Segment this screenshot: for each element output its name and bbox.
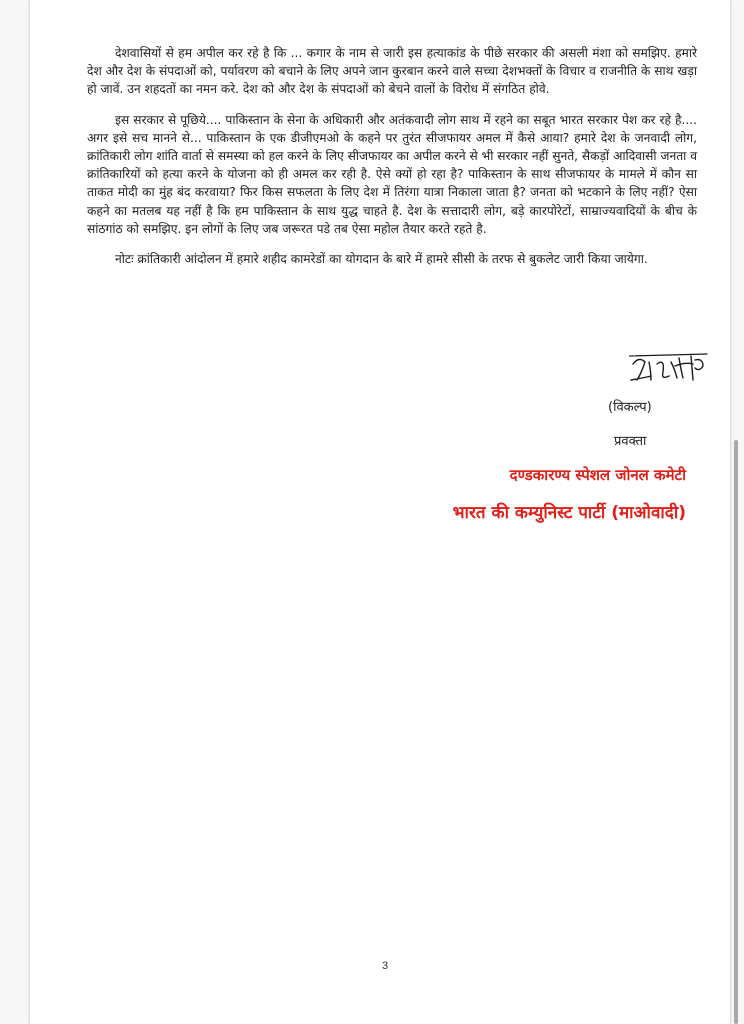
- signatory-role: प्रवक्ता: [614, 434, 647, 449]
- paragraph-question-government: इस सरकार से पूछिये.... पाकिस्तान के सेना के अधिकारी और अतंकवादी लोग साथ में रहने का सबूत भारत सरकार पेश कर रहे है.... अगर इसे सच मानने से... पाकिस्तान के एक डीजीएमओ के कहने पर तुरंत सीजफायर अमल में कैसे आया? हमारे देश के जनवादी लोग, क्रांतिकारी लोग शांति वार्ता से समस्या को हल करने के लिए सीजफायर का अपील करने से भी सरकार नहीं सुनते, सैकड़ों आदिवासी जनता व क्रांतिकारियों को हत्या करने के योजना को ही अमल कर रही है. ऐसे क्यों हो रहा है? पाकिस्तान के साथ सीजफायर के मामले में कौन सा ताकत मोदी का मुंह बंद करवाया? फिर किस सफलता के लिए देश में तिरंगा यात्रा निकाला जाता है? जनता को भटकाने के लिए नहीं? ऐसा कहने का मतलब यह नहीं है कि हम पाकिस्तान के साथ युद्ध चाहते है. देश के सत्तादारी लोग, बड़े कारपोरेटों, साम्राज्यवादियों के बीच के सांठगांठ को समझिए. इन लोगों के लिए जब जरूरत पडे तब ऐसा महोल तैयार करते रहते है.: [87, 112, 697, 236]
- vertical-scrollbar[interactable]: [734, 440, 738, 1024]
- handwritten-signature: [629, 350, 709, 386]
- document-body: [87, 44, 697, 280]
- party-name: भारत की कम्युनिस्ट पार्टी (माओवादी): [452, 503, 686, 523]
- page-number: 3: [381, 960, 389, 972]
- paragraph-note: नोटः क्रांतिकारी आंदोलन में हमारे शहीद कामरेडों का योगदान के बारे में हामरे सीसी के तरफ से बुकलेट जारी किया जायेगा.: [115, 252, 648, 267]
- committee-name: दण्डकारण्य स्पेशल जोनल कमेटी: [509, 466, 686, 484]
- signatory-name: (विकल्प): [608, 400, 652, 415]
- paragraph-appeal: देशवासियों से हम अपील कर रहे है कि ... कगार के नाम से जारी इस हत्याकांड के पीछे सरकार की असली मंशा को समझिए. हमारे देश और देश के संपदाओं को, पर्यावरण को बचाने के लिए अपने जान कुरबान करने वाले सच्चा देशभक्तों के विचार व राजनीति के साथ खड़ा हो जावें. उन शहदतों का नमन करे. देश को और देश के संपदाओं को बेचने वालों के विरोध में संगठित होवे.: [87, 46, 697, 97]
